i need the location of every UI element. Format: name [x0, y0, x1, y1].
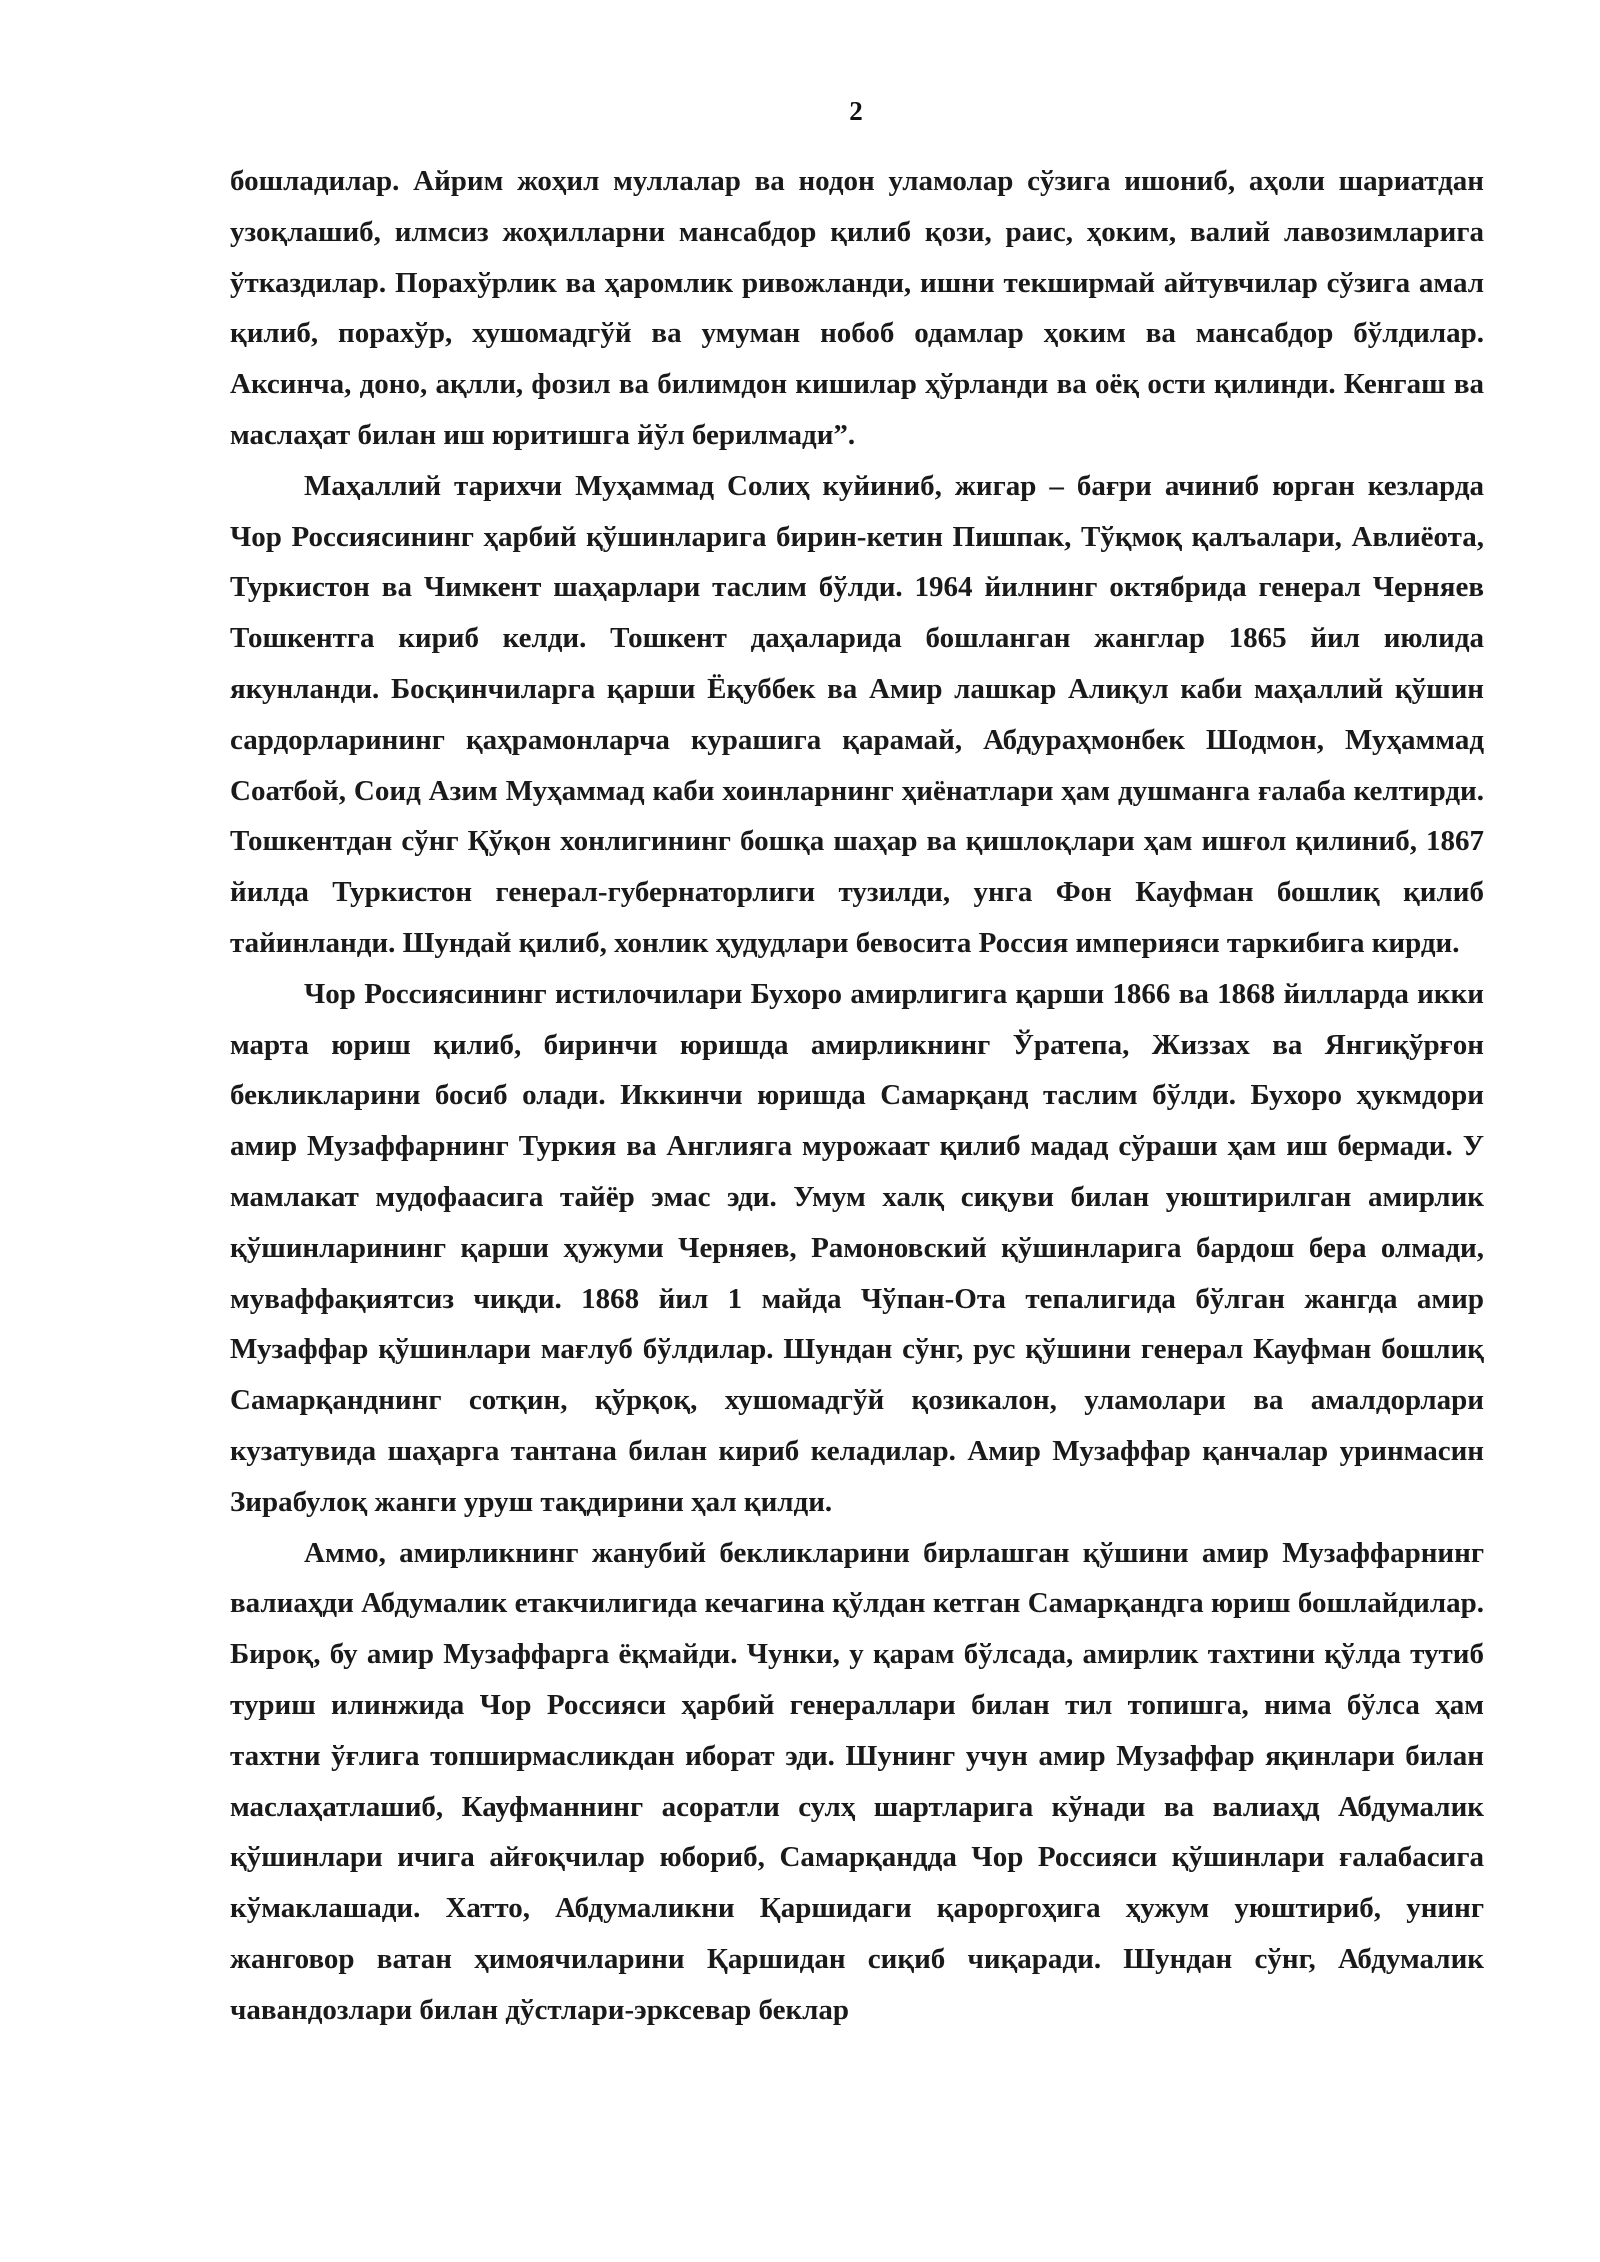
body-text: [230, 156, 1484, 2035]
paragraph-continuation: бошладилар. Айрим жоҳил муллалар ва нодон уламолар сўзига ишониб, аҳоли шариатдан узоқлашиб, илмсиз жоҳилларни мансабдор қилиб қози, раис, ҳоким, валий лавозимларига ўтказдилар. Порахўрлик ва ҳаромлик ривожланди, ишни текширмай айтувчилар сўзига амал қилиб, порахўр, хушомадгўй ва умуман нобоб одамлар ҳоким ва мансабдор бўлдилар. Аксинча, доно, ақлли, фозил ва билимдон кишилар ҳўрланди ва оёқ ости қилинди. Кенгаш ва маслаҳат билан иш юритишга йўл берилмади”.: [230, 165, 1484, 451]
paragraph-muhammad-solih: Маҳаллий тарихчи Муҳаммад Солиҳ куйиниб, жигар – бағри ачиниб юрган кезларда Чор Россиясининг ҳарбий қўшинларига бирин-кетин Пишпак, Тўқмоқ қалъалари, Авлиёота, Туркистон ва Чимкент шаҳарлари таслим бўлди. 1964 йилнинг октябрида генерал Черняев Тошкентга кириб келди. Тошкент даҳаларида бошланган жанглар 1865 йил июлида якунланди. Босқинчиларга қарши Ёқуббек ва Амир лашкар Алиқул каби маҳаллий қўшин сардорларининг қаҳрамонларча курашига қарамай, Абдураҳмонбек Шодмон, Муҳаммад Соатбой, Соид Азим Муҳаммад каби хоинларнинг ҳиёнатлари ҳам душманга ғалаба келтирди. Тошкентдан сўнг Қўқон хонлигининг бошқа шаҳар ва қишлоқлари ҳам ишғол қилиниб, 1867 йилда Туркистон генерал-губернаторлиги тузилди, унга Фон Кауфман бошлиқ қилиб тайинланди. Шундай қилиб, хонлик ҳудудлари бевосита Россия империяси таркибига кирди.: [230, 469, 1484, 959]
page-number: 2: [849, 96, 863, 126]
paragraph-abdumalik: Аммо, амирликнинг жанубий бекликларини бирлашган қўшини амир Музаффарнинг валиаҳди Абдумалик етакчилигида кечагина қўлдан кетган Самарқандга юриш бошлайдилар. Бироқ, бу амир Музаффарга ёқмайди. Чунки, у қарам бўлсада, амирлик тахтини қўлда тутиб туриш илинжида Чор Россияси ҳарбий генераллари билан тил топишга, нима бўлса ҳам тахтни ўғлига топширмасликдан иборат эди. Шунинг учун амир Музаффар яқинлари билан маслаҳатлашиб, Кауфманнинг асоратли сулҳ шартларига кўнади ва валиаҳд Абдумалик қўшинлари ичига айғоқчилар юбориб, Самарқандда Чор Россияси қўшинлари ғалабасига кўмаклашади. Хатто, Абдумаликни Қаршидаги қароргоҳига ҳужум уюштириб, унинг жанговор ватан ҳимоячиларини Қаршидан сиқиб чиқаради. Шундан сўнг, Абдумалик чавандозлари билан дўстлари-эрксевар беклар: [230, 1536, 1484, 2026]
paragraph-bukhara-campaign: Чор Россиясининг истилочилари Бухоро амирлигига қарши 1866 ва 1868 йилларда икки марта юриш қилиб, биринчи юришда амирликнинг Ўратепа, Жиззах ва Янгиқўрғон бекликларини босиб олади. Иккинчи юришда Самарқанд таслим бўлди. Бухоро ҳукмдори амир Музаффарнинг Туркия ва Англияга мурожаат қилиб мадад сўраши ҳам иш бермади. У мамлакат мудофаасига тайёр эмас эди. Умум халқ сиқуви билан уюштирилган амирлик қўшинларининг қарши ҳужуми Черняев, Рамоновский қўшинларига бардош бера олмади, муваффақиятсиз чиқди. 1868 йил 1 майда Чўпан-Ота тепалигида бўлган жангда амир Музаффар қўшинлари мағлуб бўлдилар. Шундан сўнг, рус қўшини генерал Кауфман бошлиқ Самарқанднинг сотқин, қўрқоқ, хушомадгўй қозикалон, уламолари ва амалдорлари кузатувида шаҳарга тантана билан кириб келадилар. Амир Музаффар қанчалар уринмасин Зирабулоқ жанги уруш тақдирини ҳал қилди.: [230, 977, 1484, 1518]
